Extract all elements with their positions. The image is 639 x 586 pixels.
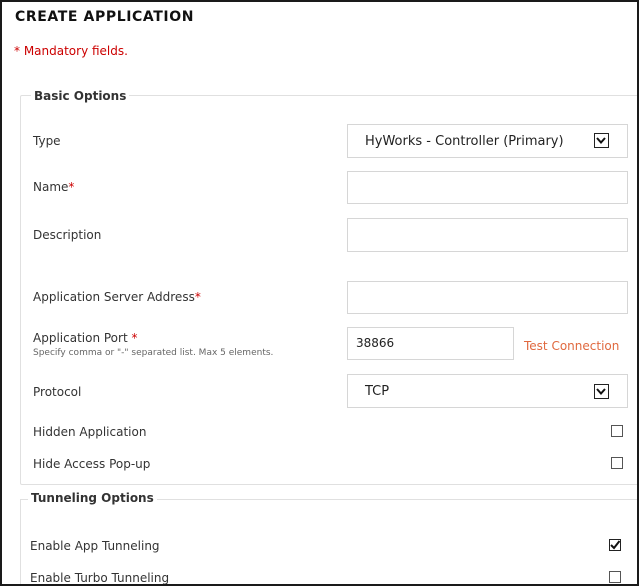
turbo-tunneling-label: Enable Turbo Tunneling: [30, 571, 170, 585]
hidden-application-checkbox[interactable]: [611, 425, 623, 437]
port-label: Application Port *: [33, 331, 138, 345]
app-tunneling-label: Enable App Tunneling: [30, 539, 160, 553]
type-select[interactable]: [347, 124, 628, 158]
basic-options-legend: Basic Options: [31, 89, 129, 103]
test-connection-link[interactable]: Test Connection: [524, 339, 620, 353]
protocol-select-value: TCP: [365, 384, 390, 399]
name-label: Name*: [33, 180, 75, 194]
mandatory-note: * Mandatory fields.: [14, 44, 128, 58]
name-input[interactable]: [347, 171, 628, 204]
protocol-label: Protocol: [33, 385, 82, 399]
server-address-label: Application Server Address*: [33, 290, 201, 304]
port-hint: Specify comma or "-" separated list. Max 5 elements.: [33, 348, 274, 358]
hide-access-popup-label: Hide Access Pop-up: [33, 457, 151, 471]
type-label: Type: [33, 134, 61, 148]
app-tunneling-checkbox[interactable]: [609, 539, 621, 551]
tunneling-options-legend: Tunneling Options: [28, 491, 157, 505]
server-address-input[interactable]: [347, 281, 628, 314]
chevron-down-icon[interactable]: [594, 133, 609, 148]
hidden-application-label: Hidden Application: [33, 425, 147, 439]
port-value: 38866: [356, 336, 395, 350]
description-input[interactable]: [347, 218, 628, 252]
checkmark-icon: [609, 539, 621, 551]
chevron-down-icon[interactable]: [594, 384, 609, 399]
turbo-tunneling-checkbox[interactable]: [609, 571, 621, 583]
page-title: CREATE APPLICATION: [15, 9, 195, 25]
description-label: Description: [33, 228, 102, 242]
port-input[interactable]: [347, 327, 514, 360]
protocol-select[interactable]: [347, 374, 628, 408]
hide-access-popup-checkbox[interactable]: [611, 457, 623, 469]
type-select-value: HyWorks - Controller (Primary): [365, 134, 564, 149]
